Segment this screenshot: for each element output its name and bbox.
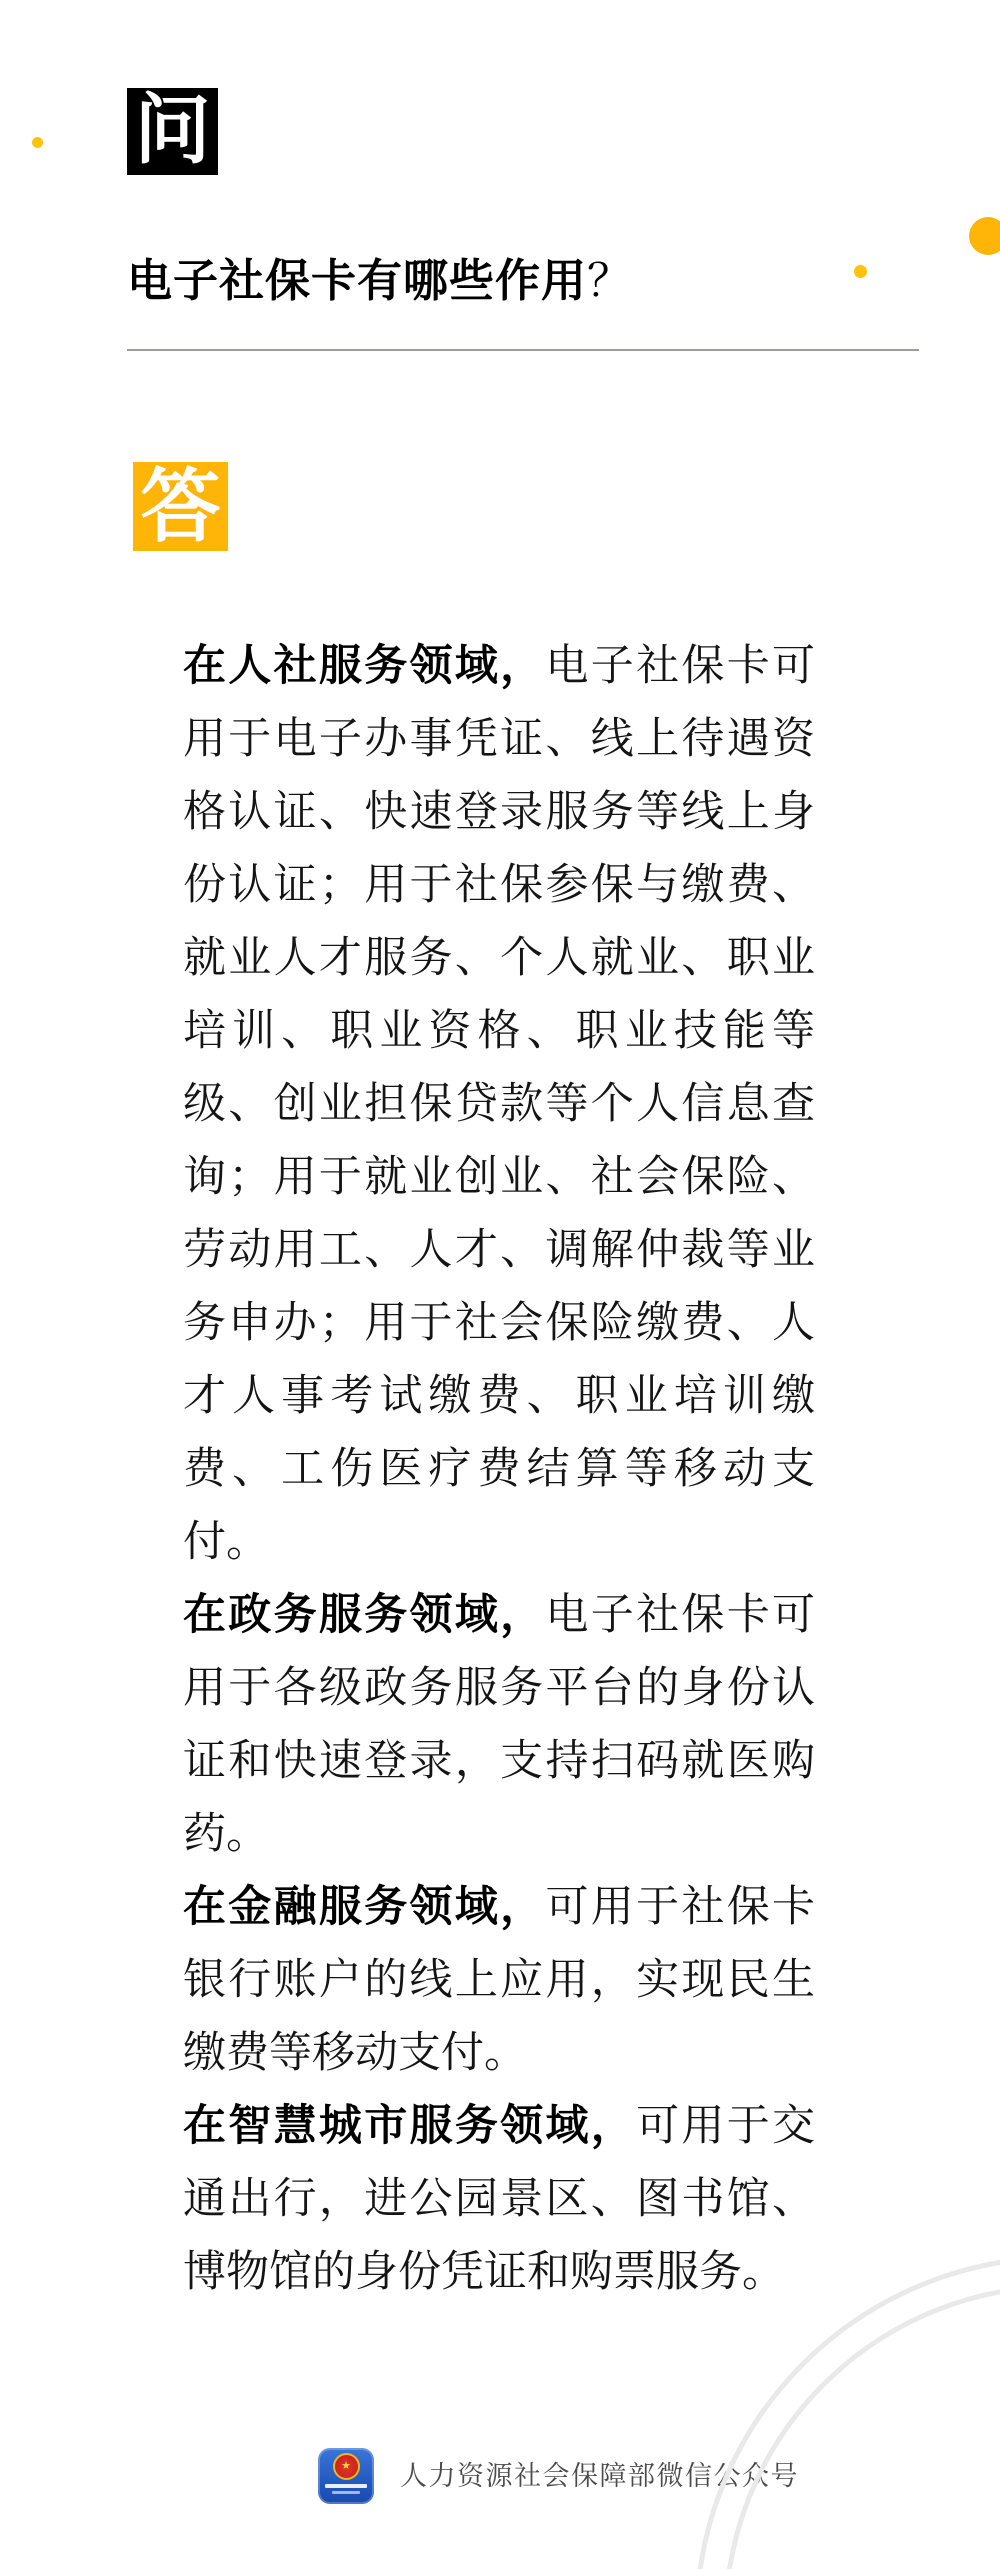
divider-line <box>127 349 919 351</box>
icon-caption-bar <box>332 2491 360 2494</box>
national-emblem-app-icon <box>318 2448 374 2504</box>
answer-icon-glyph: 答 <box>140 464 221 551</box>
answer-paragraph <box>183 630 815 1579</box>
footer-label: 人力资源社会保障部微信公众号 <box>400 2461 799 2491</box>
page-title-text: 电子社保卡有哪些作用 <box>127 255 588 307</box>
paragraph-lead: 在政务服务领域， <box>183 1592 546 1639</box>
national-emblem-icon: ★ <box>333 2453 360 2480</box>
page-title-question-mark: ？ <box>587 255 634 307</box>
paragraph-text: 电子社保卡可用于各级政务服务平台的身份认证和快速登录，支持扫码就医购药。 <box>183 1592 816 1858</box>
paragraph-text: 可用于社保卡银行账户的线上应用，实现民生缴费等移动支付。 <box>183 1884 816 2077</box>
answer-body <box>183 630 815 2309</box>
question-icon <box>127 88 218 175</box>
answer-paragraph <box>183 1579 815 1871</box>
paragraph-lead: 在金融服务领域， <box>183 1884 546 1931</box>
answer-icon <box>133 462 228 551</box>
paragraph-text: 电子社保卡可用于电子办事凭证、线上待遇资格认证、快速登录服务等线上身份认证；用于社保参保与缴费、就业人才服务、个人就业、职业培训、职业资格、职业技能等级、创业担保贷款等个人信息查询；用于就业创业、社会保险、劳动用工、人才、调解仲裁等业务申办；用于社会保险缴费、人才人事考试缴费、职业培训缴费、工伤医疗费结算等移动支付。 <box>183 643 816 1566</box>
page-title <box>127 252 927 310</box>
question-icon-glyph: 问 <box>134 89 211 173</box>
paragraph-lead: 在人社服务领域， <box>183 643 546 690</box>
decor-dot-top-left <box>32 137 43 148</box>
answer-paragraph <box>183 2090 815 2309</box>
icon-caption-bar <box>325 2484 367 2488</box>
paragraph-lead: 在智慧城市服务领域， <box>183 2103 637 2150</box>
answer-paragraph <box>183 1871 815 2090</box>
paragraph-text: 可用于交通出行，进公园景区、图书馆、博物馆的身份凭证和购票服务。 <box>183 2103 816 2296</box>
decor-circle-right <box>969 217 1000 255</box>
